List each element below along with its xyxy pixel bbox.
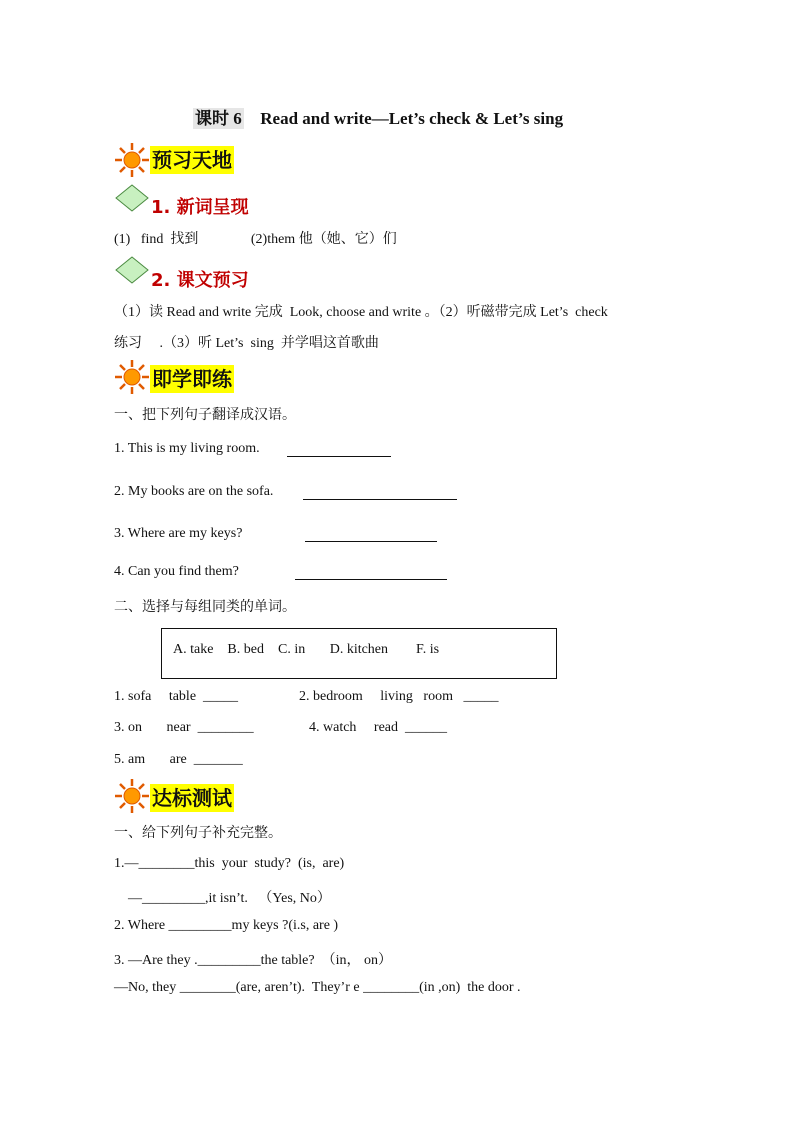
group-1: 1. sofa table _____ — [114, 689, 239, 704]
answer-line[interactable] — [295, 565, 447, 580]
sun-icon — [114, 778, 150, 814]
test-line-4: 3. —Are they ._________the table? （in， on） — [114, 953, 393, 968]
section-practice: 即学即练 — [152, 367, 232, 391]
lesson-number: 课时 6 — [195, 109, 242, 128]
test-heading: 一、给下列句子补充完整。 — [114, 825, 282, 841]
group-5: 5. am are _______ — [114, 752, 243, 767]
diamond-icon — [115, 256, 149, 284]
options-list: A. take B. bed C. in D. kitchen F. is — [173, 642, 440, 657]
test-line-2: —_________,it isn’t. （Yes, No） — [128, 891, 331, 906]
sentence-4: 4. Can you find them? — [114, 564, 239, 579]
lesson-title: Read and write—Let’s check & Let’s sing — [260, 109, 564, 128]
practice-part2-heading: 二、选择与每组同类的单词。 — [114, 599, 296, 615]
group-4: 4. watch read ______ — [309, 720, 448, 735]
answer-line[interactable] — [303, 485, 457, 500]
sun-icon — [114, 359, 150, 395]
practice-part1-heading: 一、把下列句子翻译成汉语。 — [114, 407, 296, 423]
sentence-3: 3. Where are my keys? — [114, 526, 243, 541]
diamond-icon — [115, 184, 149, 212]
preview-line1: （1）读 Read and write 完成 Look, choose and write 。（2）听磁带完成 Let’s check — [114, 305, 608, 320]
sun-icon — [114, 142, 150, 178]
group-3: 3. on near ________ — [114, 720, 254, 735]
page-title — [193, 104, 563, 129]
preview-sub2: 2. 课文预习 — [151, 270, 249, 291]
group-2: 2. bedroom living room _____ — [299, 689, 499, 704]
answer-line[interactable] — [287, 442, 391, 457]
test-line-5: —No, they ________(are, aren’t). They’r e ________(in ,on) the door . — [114, 980, 521, 995]
answer-line[interactable] — [305, 527, 437, 542]
test-line-1: 1.—________this your study? (is, are) — [114, 856, 345, 871]
section-test: 达标测试 — [152, 786, 232, 810]
test-line-3: 2. Where _________my keys ?(i.s, are ) — [114, 918, 339, 933]
new-words: (1) find 找到 (2)them 他（她、它）们 — [114, 232, 397, 247]
sentence-1: 1. This is my living room. — [114, 441, 260, 456]
preview-line2: 练习 .（3）听 Let’s sing 并学唱这首歌曲 — [114, 336, 379, 351]
section-preview: 预习天地 — [152, 148, 232, 172]
sentence-2: 2. My books are on the sofa. — [114, 484, 274, 499]
preview-sub1: 1. 新词呈现 — [151, 197, 249, 218]
